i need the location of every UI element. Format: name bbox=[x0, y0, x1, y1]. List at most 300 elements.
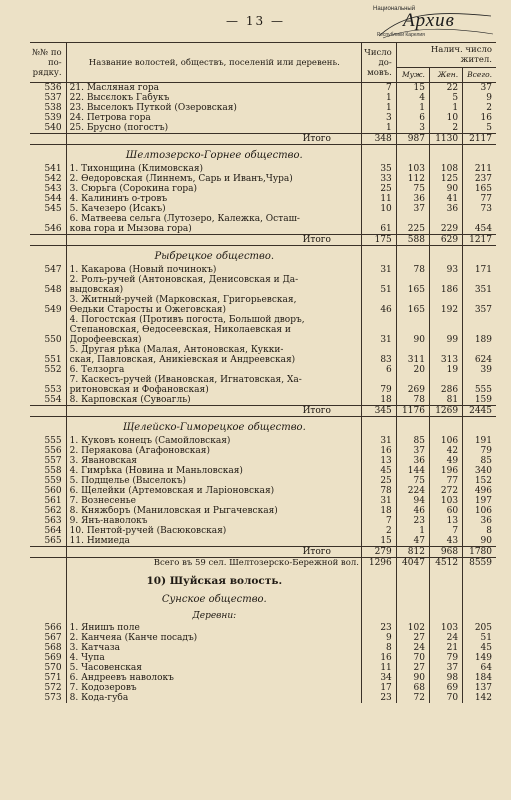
empty-cell bbox=[361, 315, 396, 325]
total-count: 142 bbox=[474, 693, 492, 703]
empty-cell bbox=[361, 145, 396, 165]
total-female: 1269 bbox=[429, 406, 462, 417]
female-count: 21 bbox=[429, 643, 462, 653]
male-count: 94 bbox=[396, 496, 429, 506]
village-name: Өедьки Старосты и Ожеговская) bbox=[66, 305, 361, 315]
row-number: 545 bbox=[30, 204, 66, 214]
table-row bbox=[30, 633, 496, 643]
empty-cell bbox=[396, 246, 429, 266]
table-row bbox=[30, 365, 496, 375]
table-row bbox=[30, 456, 496, 466]
row-number: 543 bbox=[30, 184, 66, 194]
row-number: 560 bbox=[30, 486, 66, 496]
male-count: 36 bbox=[396, 194, 429, 204]
male-count: 37 bbox=[396, 204, 429, 214]
table-row bbox=[30, 103, 496, 113]
village-name: 7. Вознесенье bbox=[66, 496, 361, 506]
village-name: 5. Часовенская bbox=[66, 663, 361, 673]
table-row bbox=[30, 93, 496, 103]
section-heading: Щелейско-Гиморецкое общество. bbox=[66, 417, 361, 437]
village-name: 3. Явановская bbox=[66, 456, 361, 466]
male-count: 103 bbox=[396, 164, 429, 174]
table-row bbox=[30, 325, 496, 335]
female-count: 196 bbox=[429, 466, 462, 476]
empty-cell bbox=[396, 214, 429, 224]
houses-count: 51 bbox=[361, 285, 396, 295]
empty-cell bbox=[429, 345, 462, 355]
female-count: 19 bbox=[429, 365, 462, 375]
total-count: 496 bbox=[474, 486, 492, 496]
row-number: 570 bbox=[30, 663, 66, 673]
empty-cell bbox=[361, 275, 396, 285]
row-number: 564 bbox=[30, 526, 66, 536]
total-count: 205 bbox=[474, 623, 492, 633]
village-name: 6. Телзорга bbox=[66, 365, 361, 375]
male-count: 78 bbox=[396, 395, 429, 406]
empty-cell bbox=[30, 568, 66, 589]
female-count: 37 bbox=[429, 663, 462, 673]
table-row bbox=[30, 486, 496, 496]
village-name: выдовская) bbox=[66, 285, 361, 295]
row-number: 558 bbox=[30, 466, 66, 476]
empty-cell bbox=[30, 608, 66, 623]
male-count: 6 bbox=[396, 113, 429, 123]
table-row bbox=[30, 355, 496, 365]
table-row bbox=[30, 623, 496, 633]
empty-cell bbox=[30, 406, 66, 417]
total-count: 149 bbox=[474, 653, 492, 663]
village-name: Дорофеевская) bbox=[66, 335, 361, 345]
male-count: 85 bbox=[396, 436, 429, 446]
total-label: Итого bbox=[66, 134, 361, 145]
section-heading-row bbox=[30, 589, 496, 608]
village-name: 4. Погостская (Противъ погоста, Большой дворъ, bbox=[66, 315, 361, 325]
empty-cell bbox=[429, 325, 462, 335]
row-number: 542 bbox=[30, 174, 66, 184]
female-count: 81 bbox=[429, 395, 462, 406]
houses-count: 34 bbox=[361, 673, 396, 683]
male-count: 70 bbox=[396, 653, 429, 663]
village-name: 7. Кодозеровъ bbox=[66, 683, 361, 693]
female-count: 272 bbox=[429, 486, 462, 496]
row-number: 554 bbox=[30, 395, 66, 406]
empty-cell bbox=[361, 214, 396, 224]
village-name: 2. Өедоровская (Линнемъ, Сарь и Иванъ,Чура) bbox=[66, 174, 361, 184]
houses-count: 61 bbox=[361, 224, 396, 235]
village-name: 5. Другая рѣка (Малая, Антоновская, Кукки- bbox=[66, 345, 361, 355]
empty-cell bbox=[429, 315, 462, 325]
empty-cell bbox=[463, 325, 496, 335]
female-count: 10 bbox=[429, 113, 462, 123]
village-name: ритоновская и Фофановская) bbox=[66, 385, 361, 395]
total-count: 39 bbox=[480, 365, 492, 375]
village-name: 9. Янъ-наволокъ bbox=[66, 516, 361, 526]
empty-cell bbox=[463, 214, 496, 224]
total-row bbox=[30, 235, 496, 246]
row-number bbox=[30, 315, 66, 325]
male-count: 311 bbox=[396, 355, 429, 365]
female-count: 36 bbox=[429, 204, 462, 214]
female-count: 49 bbox=[429, 456, 462, 466]
page-number: — 13 — bbox=[226, 14, 285, 28]
empty-cell bbox=[30, 547, 66, 558]
section-heading-row bbox=[30, 246, 496, 266]
row-number bbox=[30, 375, 66, 385]
female-count: 41 bbox=[429, 194, 462, 204]
table-row bbox=[30, 335, 496, 345]
empty-cell bbox=[429, 275, 462, 285]
empty-cell bbox=[361, 325, 396, 335]
total-all: 1217 bbox=[463, 235, 496, 246]
census-table bbox=[30, 42, 496, 703]
female-count: 43 bbox=[429, 536, 462, 547]
total-label: Всего въ 59 сел. Шелтозерско-Бережной вол. bbox=[66, 558, 361, 569]
village-name: 7. Каскесъ-ручей (Ивановская, Игнатовская, Ха- bbox=[66, 375, 361, 385]
total-all: 2117 bbox=[463, 134, 496, 145]
houses-count: 7 bbox=[361, 83, 396, 94]
male-count: 4 bbox=[396, 93, 429, 103]
table-row bbox=[30, 496, 496, 506]
row-number: 552 bbox=[30, 365, 66, 375]
row-number bbox=[30, 295, 66, 305]
empty-cell bbox=[463, 417, 496, 437]
male-count: 165 bbox=[396, 305, 429, 315]
section-heading-row bbox=[30, 417, 496, 437]
total-count: 64 bbox=[480, 663, 492, 673]
empty-cell bbox=[30, 589, 66, 608]
female-count: 286 bbox=[429, 385, 462, 395]
empty-cell bbox=[429, 375, 462, 385]
female-count: 93 bbox=[429, 265, 462, 275]
male-count: 72 bbox=[396, 693, 429, 703]
table-row bbox=[30, 315, 496, 325]
header-name: Название волостей, обществъ, поселеній или деревень. bbox=[66, 43, 361, 83]
total-count: 184 bbox=[474, 673, 492, 683]
row-number: 538 bbox=[30, 103, 66, 113]
houses-count: 13 bbox=[361, 456, 396, 466]
row-number: 573 bbox=[30, 693, 66, 703]
table-row bbox=[30, 375, 496, 385]
empty-cell bbox=[396, 589, 429, 608]
header-female: Жен. bbox=[429, 68, 462, 83]
village-name: 1. Тихонщина (Климовская) bbox=[66, 164, 361, 174]
male-count: 224 bbox=[396, 486, 429, 496]
empty-cell bbox=[463, 345, 496, 355]
total-count: 2 bbox=[486, 103, 492, 113]
empty-cell bbox=[429, 246, 462, 266]
empty-cell bbox=[463, 568, 496, 589]
total-all: 8559 bbox=[469, 558, 492, 568]
empty-cell bbox=[429, 295, 462, 305]
census-table-body bbox=[30, 43, 496, 704]
table-row bbox=[30, 536, 496, 547]
table-row bbox=[30, 113, 496, 123]
village-name: 23. Выселокъ Путкой (Озеровская) bbox=[66, 103, 361, 113]
empty-cell bbox=[396, 375, 429, 385]
empty-cell bbox=[361, 295, 396, 305]
table-row bbox=[30, 184, 496, 194]
row-number bbox=[30, 345, 66, 355]
total-count: 9 bbox=[486, 93, 492, 103]
row-number bbox=[30, 325, 66, 335]
houses-count: 10 bbox=[361, 204, 396, 214]
row-number: 572 bbox=[30, 683, 66, 693]
table-row bbox=[30, 446, 496, 456]
village-name: 1. Куковъ конецъ (Самойловская) bbox=[66, 436, 361, 446]
empty-cell bbox=[463, 275, 496, 285]
male-count: 3 bbox=[396, 123, 429, 134]
total-count: 191 bbox=[474, 436, 492, 446]
male-count: 90 bbox=[396, 673, 429, 683]
header-no: №№ по по-рядку. bbox=[30, 43, 66, 83]
row-number: 555 bbox=[30, 436, 66, 446]
male-count: 36 bbox=[396, 456, 429, 466]
empty-cell bbox=[396, 315, 429, 325]
total-row bbox=[30, 134, 496, 145]
row-number: 559 bbox=[30, 476, 66, 486]
total-count: 237 bbox=[474, 174, 492, 184]
houses-count: 23 bbox=[361, 693, 396, 703]
total-count: 197 bbox=[474, 496, 492, 506]
row-number: 569 bbox=[30, 653, 66, 663]
empty-cell bbox=[429, 145, 462, 165]
houses-count: 18 bbox=[361, 506, 396, 516]
row-number: 568 bbox=[30, 643, 66, 653]
row-number bbox=[30, 214, 66, 224]
female-count: 103 bbox=[429, 623, 462, 633]
houses-count: 35 bbox=[361, 164, 396, 174]
village-name: кова гора и Мызова гора) bbox=[66, 224, 361, 235]
male-count: 1 bbox=[396, 103, 429, 113]
empty-cell bbox=[463, 315, 496, 325]
female-count: 103 bbox=[429, 496, 462, 506]
village-name: 5. Подщелье (Выселокъ) bbox=[66, 476, 361, 486]
section-heading-row bbox=[30, 608, 496, 623]
table-row bbox=[30, 683, 496, 693]
total-row bbox=[30, 406, 496, 417]
houses-count: 25 bbox=[361, 184, 396, 194]
village-name: 6. Андреевъ наволокъ bbox=[66, 673, 361, 683]
village-name: 2. Ролъ-ручей (Антоновская, Денисовская и Да- bbox=[66, 275, 361, 285]
female-count: 99 bbox=[429, 335, 462, 345]
male-count: 46 bbox=[396, 506, 429, 516]
houses-count: 79 bbox=[361, 385, 396, 395]
stamp-line-3: Республики Карелия bbox=[377, 32, 425, 38]
row-number: 562 bbox=[30, 506, 66, 516]
houses-count: 33 bbox=[361, 174, 396, 184]
female-count: 42 bbox=[429, 446, 462, 456]
female-count: 108 bbox=[429, 164, 462, 174]
houses-count: 31 bbox=[361, 436, 396, 446]
total-count: 357 bbox=[474, 305, 492, 315]
row-number: 548 bbox=[30, 285, 66, 295]
village-name: 21. Масляная гора bbox=[66, 83, 361, 94]
empty-cell bbox=[30, 235, 66, 246]
table-row bbox=[30, 285, 496, 295]
total-count: 37 bbox=[480, 83, 492, 93]
total-label: Итого bbox=[66, 406, 361, 417]
female-count: 60 bbox=[429, 506, 462, 516]
female-count: 22 bbox=[429, 83, 462, 94]
empty-cell bbox=[429, 608, 462, 623]
female-count: 313 bbox=[429, 355, 462, 365]
header-group: Налич. число жител. bbox=[396, 43, 496, 68]
village-name: 1. Янишъ поле bbox=[66, 623, 361, 633]
village-name: 5. Качезеро (Исакъ) bbox=[66, 204, 361, 214]
table-row bbox=[30, 385, 496, 395]
male-count: 269 bbox=[396, 385, 429, 395]
row-number: 544 bbox=[30, 194, 66, 204]
village-name: 1. Какарова (Новый починокъ) bbox=[66, 265, 361, 275]
houses-count: 7 bbox=[361, 516, 396, 526]
row-number: 546 bbox=[30, 224, 66, 235]
grand-total-row bbox=[30, 558, 496, 569]
row-number: 571 bbox=[30, 673, 66, 683]
total-female: 629 bbox=[429, 235, 462, 246]
header-total: Всего. bbox=[463, 68, 496, 83]
male-count: 23 bbox=[396, 516, 429, 526]
total-count: 36 bbox=[480, 516, 492, 526]
row-number bbox=[30, 275, 66, 285]
female-count: 69 bbox=[429, 683, 462, 693]
section-heading: Сунское общество. bbox=[66, 589, 361, 608]
row-number: 537 bbox=[30, 93, 66, 103]
empty-cell bbox=[30, 145, 66, 165]
row-number: 565 bbox=[30, 536, 66, 547]
female-count: 1 bbox=[429, 103, 462, 113]
houses-count: 11 bbox=[361, 194, 396, 204]
empty-cell bbox=[396, 417, 429, 437]
total-count: 624 bbox=[474, 355, 492, 365]
houses-count: 25 bbox=[361, 476, 396, 486]
table-row bbox=[30, 295, 496, 305]
houses-count: 31 bbox=[361, 265, 396, 275]
table-row bbox=[30, 395, 496, 406]
village-name: 8. Кода-губа bbox=[66, 693, 361, 703]
total-houses: 1296 bbox=[361, 558, 396, 569]
houses-count: 78 bbox=[361, 486, 396, 496]
houses-count: 1 bbox=[361, 93, 396, 103]
table-row bbox=[30, 466, 496, 476]
total-count: 5 bbox=[486, 123, 492, 133]
empty-cell bbox=[361, 246, 396, 266]
total-label: Итого bbox=[66, 547, 361, 558]
empty-cell bbox=[463, 375, 496, 385]
empty-cell bbox=[361, 568, 396, 589]
empty-cell bbox=[361, 417, 396, 437]
houses-count: 1 bbox=[361, 103, 396, 113]
total-count: 137 bbox=[474, 683, 492, 693]
female-count: 186 bbox=[429, 285, 462, 295]
empty-cell bbox=[361, 589, 396, 608]
village-name: 4. Гимрѣка (Новина и Маньловская) bbox=[66, 466, 361, 476]
houses-count: 23 bbox=[361, 623, 396, 633]
houses-count: 3 bbox=[361, 113, 396, 123]
female-count: 229 bbox=[429, 224, 462, 235]
male-count: 24 bbox=[396, 643, 429, 653]
empty-cell bbox=[361, 608, 396, 623]
female-count: 5 bbox=[429, 93, 462, 103]
empty-cell bbox=[30, 246, 66, 266]
houses-count: 45 bbox=[361, 466, 396, 476]
total-houses: 345 bbox=[361, 406, 396, 417]
houses-count: 8 bbox=[361, 643, 396, 653]
total-count: 8 bbox=[486, 526, 492, 536]
table-row bbox=[30, 265, 496, 275]
row-number: 539 bbox=[30, 113, 66, 123]
table-row bbox=[30, 224, 496, 235]
total-count: 171 bbox=[474, 265, 492, 275]
village-name: 6. Щелейки (Артемовская и Ларіоновская) bbox=[66, 486, 361, 496]
houses-count: 6 bbox=[361, 365, 396, 375]
total-female: 1130 bbox=[429, 134, 462, 145]
village-name: 24. Петрова гора bbox=[66, 113, 361, 123]
male-count: 1 bbox=[396, 526, 429, 536]
village-name: 4. Калининъ о-тровъ bbox=[66, 194, 361, 204]
female-count: 24 bbox=[429, 633, 462, 643]
table-row bbox=[30, 516, 496, 526]
header-houses: Число до-мовъ. bbox=[361, 43, 396, 83]
empty-cell bbox=[30, 558, 66, 569]
total-count: 454 bbox=[474, 224, 492, 234]
houses-count: 83 bbox=[361, 355, 396, 365]
empty-cell bbox=[463, 589, 496, 608]
village-name: 8. Княжборъ (Маниловская и Рыгачевская) bbox=[66, 506, 361, 516]
empty-cell bbox=[361, 375, 396, 385]
female-count: 77 bbox=[429, 476, 462, 486]
total-male: 588 bbox=[396, 235, 429, 246]
houses-count: 16 bbox=[361, 446, 396, 456]
row-number: 563 bbox=[30, 516, 66, 526]
section-heading: Рыбрецкое общество. bbox=[66, 246, 361, 266]
male-count: 112 bbox=[396, 174, 429, 184]
total-count: 159 bbox=[474, 395, 492, 405]
total-count: 51 bbox=[480, 633, 492, 643]
female-count: 125 bbox=[429, 174, 462, 184]
row-number: 566 bbox=[30, 623, 66, 633]
houses-count: 18 bbox=[361, 395, 396, 406]
total-male: 4047 bbox=[396, 558, 429, 569]
total-count: 152 bbox=[474, 476, 492, 486]
total-female: 968 bbox=[429, 547, 462, 558]
table-row bbox=[30, 83, 496, 94]
male-count: 68 bbox=[396, 683, 429, 693]
empty-cell bbox=[429, 417, 462, 437]
female-count: 70 bbox=[429, 693, 462, 703]
row-number: 549 bbox=[30, 305, 66, 315]
total-all: 2445 bbox=[463, 406, 496, 417]
total-count: 555 bbox=[474, 385, 492, 395]
empty-cell bbox=[396, 295, 429, 305]
table-row bbox=[30, 506, 496, 516]
empty-cell bbox=[396, 145, 429, 165]
table-row bbox=[30, 663, 496, 673]
total-count: 351 bbox=[474, 285, 492, 295]
table-row bbox=[30, 164, 496, 174]
houses-count: 1 bbox=[361, 123, 396, 134]
houses-count: 46 bbox=[361, 305, 396, 315]
section-heading: Шелтозерско-Горнее общество. bbox=[66, 145, 361, 165]
section-heading-row bbox=[30, 568, 496, 589]
houses-count: 31 bbox=[361, 496, 396, 506]
total-houses: 175 bbox=[361, 235, 396, 246]
male-count: 75 bbox=[396, 184, 429, 194]
table-row bbox=[30, 305, 496, 315]
row-number: 541 bbox=[30, 164, 66, 174]
total-label: Итого bbox=[66, 235, 361, 246]
houses-count: 2 bbox=[361, 526, 396, 536]
row-number: 553 bbox=[30, 385, 66, 395]
